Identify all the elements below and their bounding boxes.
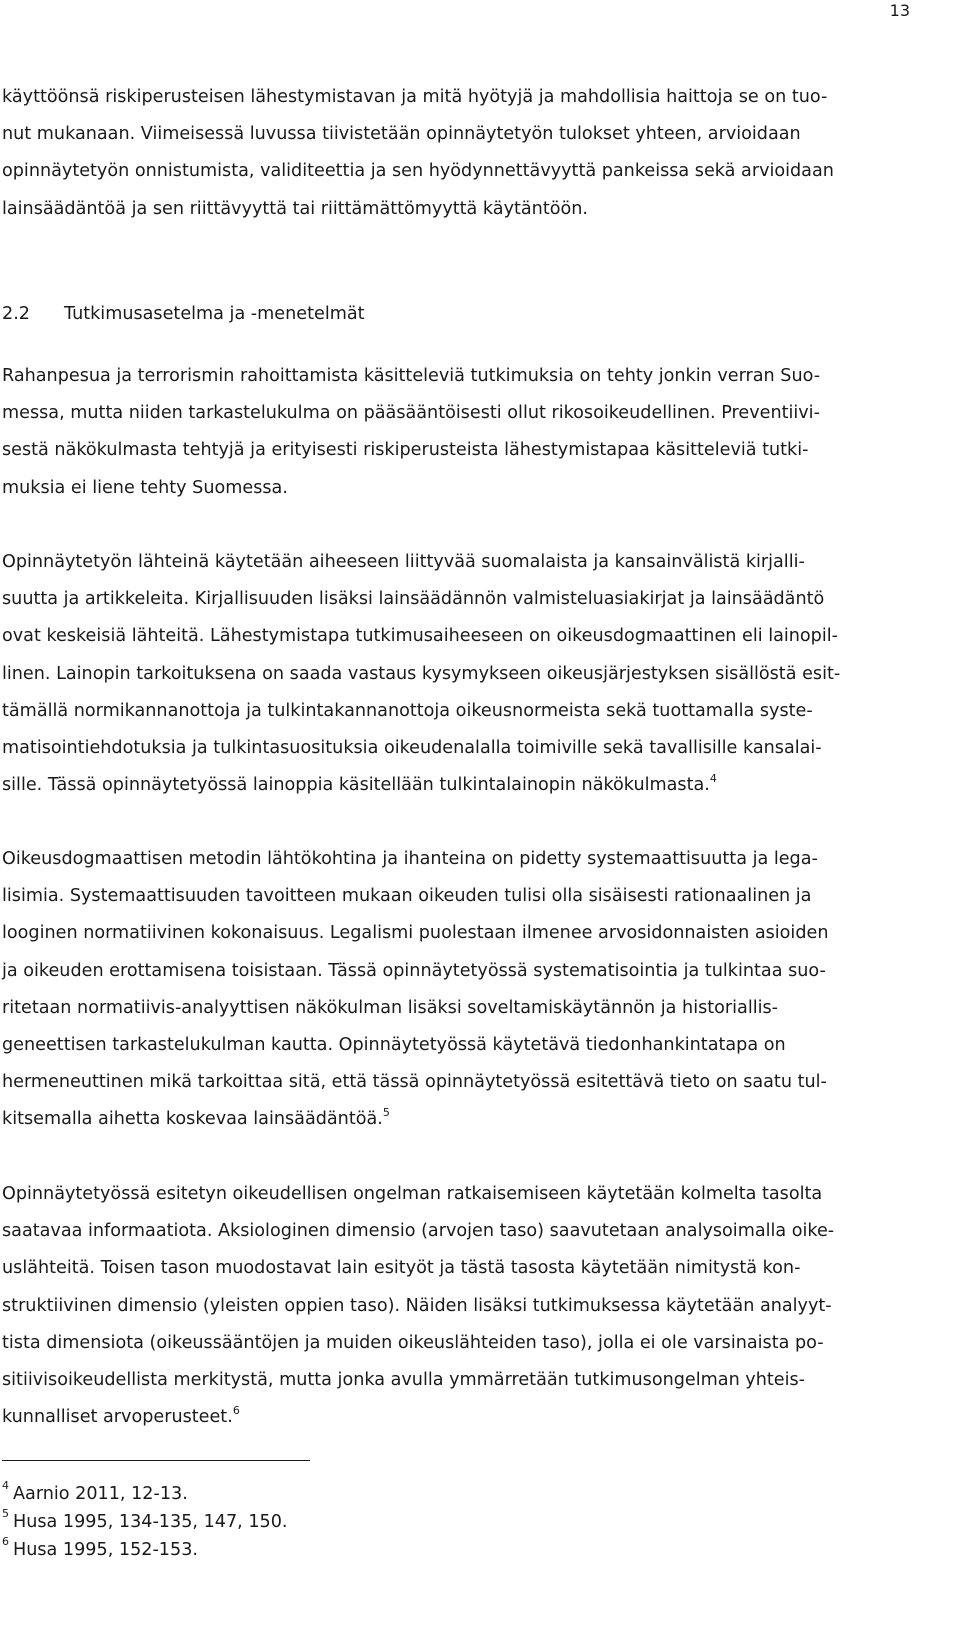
paragraph-3 — [2, 841, 940, 1139]
paragraph-line: suutta ja artikkeleita. Kirjallisuuden lisäksi lainsäädännön valmisteluasiakirjat ja lainsäädäntö — [2, 589, 825, 610]
paragraph-line: lainsäädäntöä ja sen riittävyyttä tai riittämättömyyttä käytäntöön. — [2, 198, 588, 219]
paragraph-line: struktiivinen dimensio (yleisten oppien taso). Näiden lisäksi tutkimuksessa käytetään analyyt- — [2, 1295, 832, 1316]
paragraph-line — [2, 767, 940, 804]
footnote-text: Husa 1995, 134-135, 147, 150. — [13, 1512, 288, 1532]
footnote-reference: 6 — [232, 1404, 240, 1418]
paragraph-line — [2, 1101, 940, 1138]
paragraph-line: looginen normatiivinen kokonaisuus. Legalismi puolestaan ilmenee arvosidonnaisten asioiden — [2, 923, 829, 944]
paragraph-line-text: kitsemalla aihetta koskevaa lainsäädäntöä. — [2, 1109, 383, 1130]
paragraph-line: käyttöönsä riskiperusteisen lähestymistavan ja mitä hyötyjä ja mahdollisia haittoja se on tuo- — [2, 87, 828, 107]
paragraph-line: opinnäytetyön onnistumista, validiteettia ja sen hyödynnettävyyttä pankeissa sekä arvioidaan — [2, 161, 834, 182]
paragraph-line: Opinnäytetyön lähteinä käytetään aiheeseen liittyvää suomalaista ja kansainvälistä kirjalli- — [2, 552, 805, 572]
footnote — [2, 1480, 288, 1508]
paragraph-line: muksia ei liene tehty Suomessa. — [2, 477, 288, 498]
footnotes — [2, 1480, 288, 1564]
footnote-number: 5 — [2, 1507, 9, 1520]
paragraph-line: geneettisen tarkastelukulman kautta. Opinnäytetyössä käytetävä tiedonhankintatapa on — [2, 1035, 786, 1056]
section-number: 2.2 — [2, 304, 30, 324]
paragraph-line: saatavaa informaatiota. Aksiologinen dimensio (arvojen taso) saavutetaan analysoimalla oike- — [2, 1221, 835, 1242]
paragraph-line: ovat keskeisiä lähteitä. Lähestymistapa tutkimusaiheeseen on oikeusdogmaattinen eli lainopil- — [2, 626, 838, 647]
footnote — [2, 1508, 288, 1536]
paragraph-line: tista dimensiota (oikeussääntöjen ja muiden oikeuslähteiden taso), jolla ei ole varsinaista po- — [2, 1332, 824, 1353]
paragraph-2 — [2, 544, 940, 804]
section-title: Tutkimusasetelma ja -menetelmät — [64, 304, 365, 324]
paragraph-line: matisointiehdotuksia ja tulkintasuosituksia oikeudenalalla toimiville sekä tavallisille kansalai- — [2, 738, 822, 759]
paragraph-line: uslähteitä. Toisen tason muodostavat lain esityöt ja tästä tasosta käytetään nimitystä kon- — [2, 1258, 801, 1279]
section-heading — [2, 301, 365, 327]
paragraph-line: Oikeusdogmaattisen metodin lähtökohtina ja ihanteina on pidetty systemaattisuutta ja lega- — [2, 849, 818, 869]
paragraph-line — [2, 1399, 940, 1436]
paragraph-line: ritetaan normatiivis-analyyttisen näkökulman lisäksi soveltamiskäytännön ja historiallis- — [2, 997, 779, 1018]
paragraph-line: sitiivisoikeudellista merkitystä, mutta jonka avulla ymmärretään tutkimusongelman yhteis- — [2, 1370, 805, 1391]
paragraph-line: Rahanpesua ja terrorismin rahoittamista käsitteleviä tutkimuksia on tehty jonkin verran Suo- — [2, 366, 821, 386]
footnote-reference: 5 — [382, 1106, 390, 1120]
footnote-text: Aarnio 2011, 12-13. — [13, 1484, 188, 1504]
paragraph-line: tämällä normikannanottoja ja tulkintakannanottoja oikeusnormeista sekä tuottamalla syste- — [2, 700, 813, 721]
footnote-number: 6 — [2, 1535, 9, 1548]
paragraph-line: nut mukanaan. Viimeisessä luvussa tiivistetään opinnäytetyön tulokset yhteen, arvioidaan — [2, 124, 801, 145]
footnote-reference: 4 — [709, 772, 717, 786]
paragraph-line: lisimia. Systemaattisuuden tavoitteen mukaan oikeuden tulisi olla sisäisesti rationaalinen ja — [2, 886, 812, 907]
intro-paragraph — [2, 79, 940, 228]
paragraph-line: Opinnäytetyössä esitetyn oikeudellisen ongelman ratkaisemiseen käytetään kolmelta tasolta — [2, 1184, 823, 1204]
paragraph-line: hermeneuttinen mikä tarkoittaa sitä, että tässä opinnäytetyössä esitettävä tieto on saatu tul- — [2, 1072, 827, 1093]
paragraph-line: messa, mutta niiden tarkastelukulma on pääsääntöisesti ollut rikosoikeudellinen. Preventiivi- — [2, 403, 820, 424]
page-number: 13 — [889, 1, 910, 20]
paragraph-line: sestä näkökulmasta tehtyjä ja erityisesti riskiperusteista lähestymistapaa käsitteleviä tutki- — [2, 440, 809, 461]
paragraph-1 — [2, 358, 940, 507]
footnote-text: Husa 1995, 152-153. — [13, 1540, 198, 1560]
footnote — [2, 1536, 288, 1564]
paragraph-line: ja oikeuden erottamisena toisistaan. Tässä opinnäytetyössä systematisointia ja tulkintaa suo- — [2, 960, 826, 981]
paragraph-line-text: kunnalliset arvoperusteet. — [2, 1407, 233, 1428]
footnote-divider — [2, 1460, 310, 1461]
paragraph-4 — [2, 1176, 940, 1436]
paragraph-line: linen. Lainopin tarkoituksena on saada vastaus kysymykseen oikeusjärjestyksen sisällöstä esit- — [2, 663, 841, 684]
footnote-number: 4 — [2, 1479, 9, 1492]
paragraph-line-text: sille. Tässä opinnäytetyössä lainoppia käsitellään tulkintalainopin näkökulmasta. — [2, 775, 710, 796]
